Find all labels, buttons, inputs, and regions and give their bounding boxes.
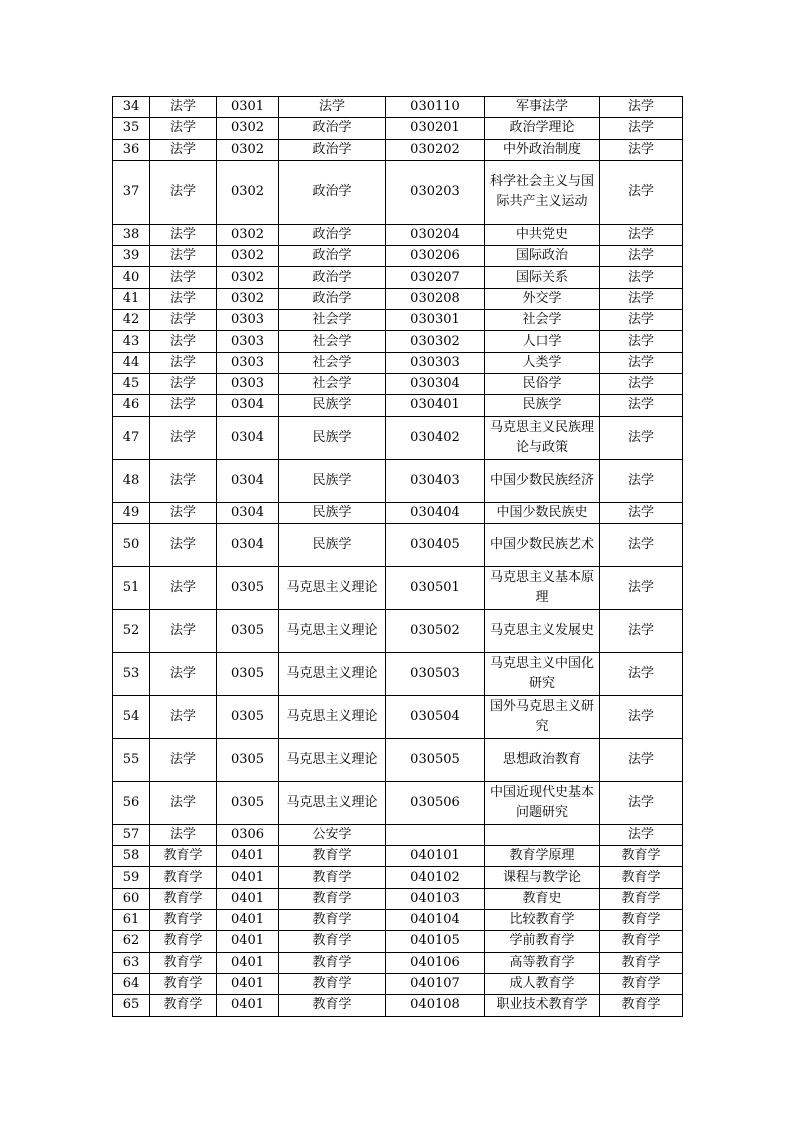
- discipline-category: 法学: [150, 331, 217, 352]
- table-row: [113, 502, 683, 523]
- discipline-category: 教育学: [150, 867, 217, 888]
- row-number: 46: [113, 395, 150, 416]
- first-level-name: 马克思主义理论: [279, 609, 386, 652]
- second-level-name: [485, 824, 600, 845]
- discipline-category: 法学: [150, 523, 217, 566]
- row-number: 48: [113, 459, 150, 502]
- second-level-code: 030403: [386, 459, 485, 502]
- row-number: 60: [113, 888, 150, 909]
- first-level-name: 教育学: [279, 952, 386, 973]
- first-level-code: 0401: [217, 846, 279, 867]
- table-row: [113, 118, 683, 139]
- first-level-name: 马克思主义理论: [279, 652, 386, 695]
- first-level-name: 社会学: [279, 331, 386, 352]
- second-level-name: 学前教育学: [485, 931, 600, 952]
- second-level-name: 成人教育学: [485, 973, 600, 994]
- second-level-code: 030304: [386, 373, 485, 394]
- first-level-name: 政治学: [279, 224, 386, 245]
- document-page: [112, 96, 682, 1017]
- table-row: [113, 824, 683, 845]
- table-row: [113, 931, 683, 952]
- discipline-category: 法学: [150, 652, 217, 695]
- table-row: [113, 310, 683, 331]
- degree-type: 法学: [600, 288, 683, 309]
- discipline-category: 教育学: [150, 888, 217, 909]
- row-number: 62: [113, 931, 150, 952]
- first-level-code: 0304: [217, 395, 279, 416]
- row-number: 59: [113, 867, 150, 888]
- second-level-code: 030303: [386, 352, 485, 373]
- second-level-name: 军事法学: [485, 97, 600, 118]
- first-level-code: 0305: [217, 738, 279, 781]
- row-number: 50: [113, 523, 150, 566]
- degree-type: 法学: [600, 609, 683, 652]
- row-number: 44: [113, 352, 150, 373]
- second-level-code: 030405: [386, 523, 485, 566]
- first-level-name: 法学: [279, 97, 386, 118]
- first-level-code: 0302: [217, 160, 279, 224]
- table-row: [113, 523, 683, 566]
- second-level-name: 人口学: [485, 331, 600, 352]
- table-row: [113, 973, 683, 994]
- degree-type: 法学: [600, 459, 683, 502]
- first-level-code: 0302: [217, 288, 279, 309]
- second-level-name: 马克思主义发展史: [485, 609, 600, 652]
- first-level-code: 0401: [217, 931, 279, 952]
- discipline-category: 法学: [150, 352, 217, 373]
- second-level-code: 030203: [386, 160, 485, 224]
- table-row: [113, 267, 683, 288]
- degree-type: 法学: [600, 416, 683, 459]
- row-number: 61: [113, 910, 150, 931]
- discipline-category: 法学: [150, 118, 217, 139]
- first-level-name: 教育学: [279, 867, 386, 888]
- first-level-code: 0305: [217, 781, 279, 824]
- first-level-name: 公安学: [279, 824, 386, 845]
- discipline-category: 法学: [150, 459, 217, 502]
- first-level-name: 民族学: [279, 523, 386, 566]
- row-number: 43: [113, 331, 150, 352]
- table-row: [113, 995, 683, 1016]
- discipline-category: 法学: [150, 395, 217, 416]
- table-body: [113, 97, 683, 1017]
- degree-type: 教育学: [600, 846, 683, 867]
- table-row: [113, 952, 683, 973]
- row-number: 34: [113, 97, 150, 118]
- second-level-name: 课程与教学论: [485, 867, 600, 888]
- first-level-name: 政治学: [279, 139, 386, 160]
- table-row: [113, 416, 683, 459]
- discipline-category: 法学: [150, 824, 217, 845]
- second-level-name: 思想政治教育: [485, 738, 600, 781]
- second-level-code: 030401: [386, 395, 485, 416]
- first-level-code: 0401: [217, 888, 279, 909]
- degree-type: 法学: [600, 246, 683, 267]
- degree-type: 教育学: [600, 995, 683, 1016]
- second-level-code: 030201: [386, 118, 485, 139]
- degree-type: 法学: [600, 118, 683, 139]
- table-row: [113, 867, 683, 888]
- row-number: 58: [113, 846, 150, 867]
- degree-type: 教育学: [600, 931, 683, 952]
- second-level-code: 030501: [386, 566, 485, 609]
- row-number: 55: [113, 738, 150, 781]
- first-level-name: 马克思主义理论: [279, 781, 386, 824]
- row-number: 36: [113, 139, 150, 160]
- row-number: 38: [113, 224, 150, 245]
- degree-type: 法学: [600, 331, 683, 352]
- table-row: [113, 781, 683, 824]
- first-level-code: 0305: [217, 566, 279, 609]
- second-level-code: 030502: [386, 609, 485, 652]
- second-level-code: 030505: [386, 738, 485, 781]
- second-level-name: 高等教育学: [485, 952, 600, 973]
- discipline-category: 教育学: [150, 995, 217, 1016]
- second-level-code: 040105: [386, 931, 485, 952]
- row-number: 51: [113, 566, 150, 609]
- first-level-name: 政治学: [279, 160, 386, 224]
- degree-type: 法学: [600, 267, 683, 288]
- first-level-code: 0304: [217, 523, 279, 566]
- second-level-code: 030301: [386, 310, 485, 331]
- row-number: 49: [113, 502, 150, 523]
- second-level-code: 040108: [386, 995, 485, 1016]
- table-row: [113, 395, 683, 416]
- degree-type: 法学: [600, 224, 683, 245]
- second-level-code: 040101: [386, 846, 485, 867]
- degree-type: 教育学: [600, 888, 683, 909]
- second-level-name: 中外政治制度: [485, 139, 600, 160]
- table-row: [113, 224, 683, 245]
- first-level-name: 教育学: [279, 888, 386, 909]
- second-level-code: 030503: [386, 652, 485, 695]
- second-level-name: 人类学: [485, 352, 600, 373]
- table-row: [113, 459, 683, 502]
- second-level-code: 030302: [386, 331, 485, 352]
- second-level-code: 030208: [386, 288, 485, 309]
- row-number: 39: [113, 246, 150, 267]
- first-level-code: 0305: [217, 695, 279, 738]
- second-level-code: [386, 824, 485, 845]
- first-level-code: 0302: [217, 139, 279, 160]
- first-level-code: 0306: [217, 824, 279, 845]
- second-level-code: 030402: [386, 416, 485, 459]
- first-level-name: 马克思主义理论: [279, 566, 386, 609]
- row-number: 37: [113, 160, 150, 224]
- first-level-code: 0304: [217, 502, 279, 523]
- discipline-category: 法学: [150, 373, 217, 394]
- second-level-name: 职业技术教育学: [485, 995, 600, 1016]
- second-level-name: 中国少数民族艺术: [485, 523, 600, 566]
- degree-type: 法学: [600, 781, 683, 824]
- degree-type: 法学: [600, 566, 683, 609]
- second-level-code: 040107: [386, 973, 485, 994]
- second-level-code: 030204: [386, 224, 485, 245]
- discipline-category: 教育学: [150, 846, 217, 867]
- row-number: 45: [113, 373, 150, 394]
- degree-type: 法学: [600, 373, 683, 394]
- discipline-table: [112, 96, 683, 1017]
- discipline-category: 教育学: [150, 931, 217, 952]
- second-level-name: 马克思主义民族理论与政策: [485, 416, 600, 459]
- discipline-category: 法学: [150, 781, 217, 824]
- table-row: [113, 331, 683, 352]
- second-level-name: 比较教育学: [485, 910, 600, 931]
- second-level-name: 中国少数民族经济: [485, 459, 600, 502]
- degree-type: 教育学: [600, 973, 683, 994]
- discipline-category: 教育学: [150, 973, 217, 994]
- first-level-code: 0305: [217, 609, 279, 652]
- second-level-code: 030206: [386, 246, 485, 267]
- first-level-name: 政治学: [279, 267, 386, 288]
- first-level-name: 教育学: [279, 910, 386, 931]
- discipline-category: 法学: [150, 738, 217, 781]
- discipline-category: 法学: [150, 566, 217, 609]
- degree-type: 教育学: [600, 867, 683, 888]
- first-level-name: 马克思主义理论: [279, 738, 386, 781]
- second-level-name: 马克思主义中国化研究: [485, 652, 600, 695]
- row-number: 63: [113, 952, 150, 973]
- first-level-code: 0305: [217, 652, 279, 695]
- row-number: 53: [113, 652, 150, 695]
- degree-type: 法学: [600, 97, 683, 118]
- second-level-name: 中国近现代史基本问题研究: [485, 781, 600, 824]
- first-level-name: 教育学: [279, 931, 386, 952]
- first-level-code: 0302: [217, 267, 279, 288]
- table-row: [113, 373, 683, 394]
- first-level-code: 0303: [217, 331, 279, 352]
- degree-type: 法学: [600, 160, 683, 224]
- second-level-name: 国外马克思主义研究: [485, 695, 600, 738]
- second-level-name: 教育学原理: [485, 846, 600, 867]
- first-level-name: 民族学: [279, 459, 386, 502]
- table-row: [113, 652, 683, 695]
- table-row: [113, 738, 683, 781]
- table-row: [113, 609, 683, 652]
- second-level-name: 政治学理论: [485, 118, 600, 139]
- degree-type: 法学: [600, 139, 683, 160]
- discipline-category: 法学: [150, 310, 217, 331]
- second-level-name: 国际关系: [485, 267, 600, 288]
- second-level-code: 040103: [386, 888, 485, 909]
- second-level-code: 040106: [386, 952, 485, 973]
- table-row: [113, 846, 683, 867]
- second-level-code: 030110: [386, 97, 485, 118]
- first-level-code: 0302: [217, 224, 279, 245]
- discipline-category: 教育学: [150, 952, 217, 973]
- first-level-code: 0401: [217, 973, 279, 994]
- discipline-category: 法学: [150, 267, 217, 288]
- degree-type: 教育学: [600, 952, 683, 973]
- degree-type: 法学: [600, 824, 683, 845]
- row-number: 56: [113, 781, 150, 824]
- row-number: 52: [113, 609, 150, 652]
- row-number: 47: [113, 416, 150, 459]
- first-level-code: 0302: [217, 246, 279, 267]
- degree-type: 法学: [600, 695, 683, 738]
- first-level-name: 民族学: [279, 416, 386, 459]
- first-level-code: 0401: [217, 867, 279, 888]
- first-level-name: 政治学: [279, 246, 386, 267]
- discipline-category: 法学: [150, 416, 217, 459]
- row-number: 40: [113, 267, 150, 288]
- second-level-name: 民族学: [485, 395, 600, 416]
- first-level-code: 0303: [217, 373, 279, 394]
- degree-type: 法学: [600, 502, 683, 523]
- degree-type: 法学: [600, 310, 683, 331]
- second-level-code: 030504: [386, 695, 485, 738]
- degree-type: 法学: [600, 395, 683, 416]
- second-level-code: 040102: [386, 867, 485, 888]
- discipline-category: 法学: [150, 224, 217, 245]
- first-level-code: 0302: [217, 118, 279, 139]
- first-level-name: 教育学: [279, 846, 386, 867]
- table-row: [113, 566, 683, 609]
- second-level-code: 030202: [386, 139, 485, 160]
- degree-type: 法学: [600, 352, 683, 373]
- second-level-code: 030404: [386, 502, 485, 523]
- first-level-code: 0401: [217, 995, 279, 1016]
- discipline-category: 教育学: [150, 910, 217, 931]
- first-level-name: 社会学: [279, 352, 386, 373]
- discipline-category: 法学: [150, 502, 217, 523]
- first-level-code: 0303: [217, 352, 279, 373]
- second-level-name: 民俗学: [485, 373, 600, 394]
- row-number: 65: [113, 995, 150, 1016]
- discipline-category: 法学: [150, 695, 217, 738]
- discipline-category: 法学: [150, 609, 217, 652]
- degree-type: 法学: [600, 652, 683, 695]
- degree-type: 法学: [600, 523, 683, 566]
- first-level-name: 社会学: [279, 373, 386, 394]
- row-number: 42: [113, 310, 150, 331]
- table-row: [113, 160, 683, 224]
- second-level-name: 教育史: [485, 888, 600, 909]
- first-level-name: 教育学: [279, 995, 386, 1016]
- second-level-name: 国际政治: [485, 246, 600, 267]
- row-number: 54: [113, 695, 150, 738]
- first-level-code: 0304: [217, 416, 279, 459]
- first-level-name: 马克思主义理论: [279, 695, 386, 738]
- row-number: 41: [113, 288, 150, 309]
- first-level-code: 0401: [217, 952, 279, 973]
- discipline-category: 法学: [150, 139, 217, 160]
- first-level-name: 社会学: [279, 310, 386, 331]
- row-number: 57: [113, 824, 150, 845]
- discipline-category: 法学: [150, 288, 217, 309]
- discipline-category: 法学: [150, 97, 217, 118]
- first-level-name: 政治学: [279, 288, 386, 309]
- table-row: [113, 888, 683, 909]
- table-row: [113, 97, 683, 118]
- second-level-code: 030207: [386, 267, 485, 288]
- degree-type: 教育学: [600, 910, 683, 931]
- table-row: [113, 246, 683, 267]
- row-number: 35: [113, 118, 150, 139]
- second-level-code: 030506: [386, 781, 485, 824]
- second-level-name: 科学社会主义与国际共产主义运动: [485, 160, 600, 224]
- second-level-name: 中国少数民族史: [485, 502, 600, 523]
- first-level-name: 民族学: [279, 395, 386, 416]
- second-level-name: 马克思主义基本原理: [485, 566, 600, 609]
- first-level-name: 政治学: [279, 118, 386, 139]
- first-level-code: 0303: [217, 310, 279, 331]
- degree-type: 法学: [600, 738, 683, 781]
- first-level-code: 0304: [217, 459, 279, 502]
- discipline-category: 法学: [150, 246, 217, 267]
- second-level-name: 外交学: [485, 288, 600, 309]
- table-row: [113, 695, 683, 738]
- table-row: [113, 352, 683, 373]
- first-level-name: 民族学: [279, 502, 386, 523]
- first-level-code: 0401: [217, 910, 279, 931]
- row-number: 64: [113, 973, 150, 994]
- first-level-code: 0301: [217, 97, 279, 118]
- table-row: [113, 288, 683, 309]
- second-level-name: 社会学: [485, 310, 600, 331]
- discipline-category: 法学: [150, 160, 217, 224]
- table-row: [113, 139, 683, 160]
- table-row: [113, 910, 683, 931]
- first-level-name: 教育学: [279, 973, 386, 994]
- second-level-code: 040104: [386, 910, 485, 931]
- second-level-name: 中共党史: [485, 224, 600, 245]
